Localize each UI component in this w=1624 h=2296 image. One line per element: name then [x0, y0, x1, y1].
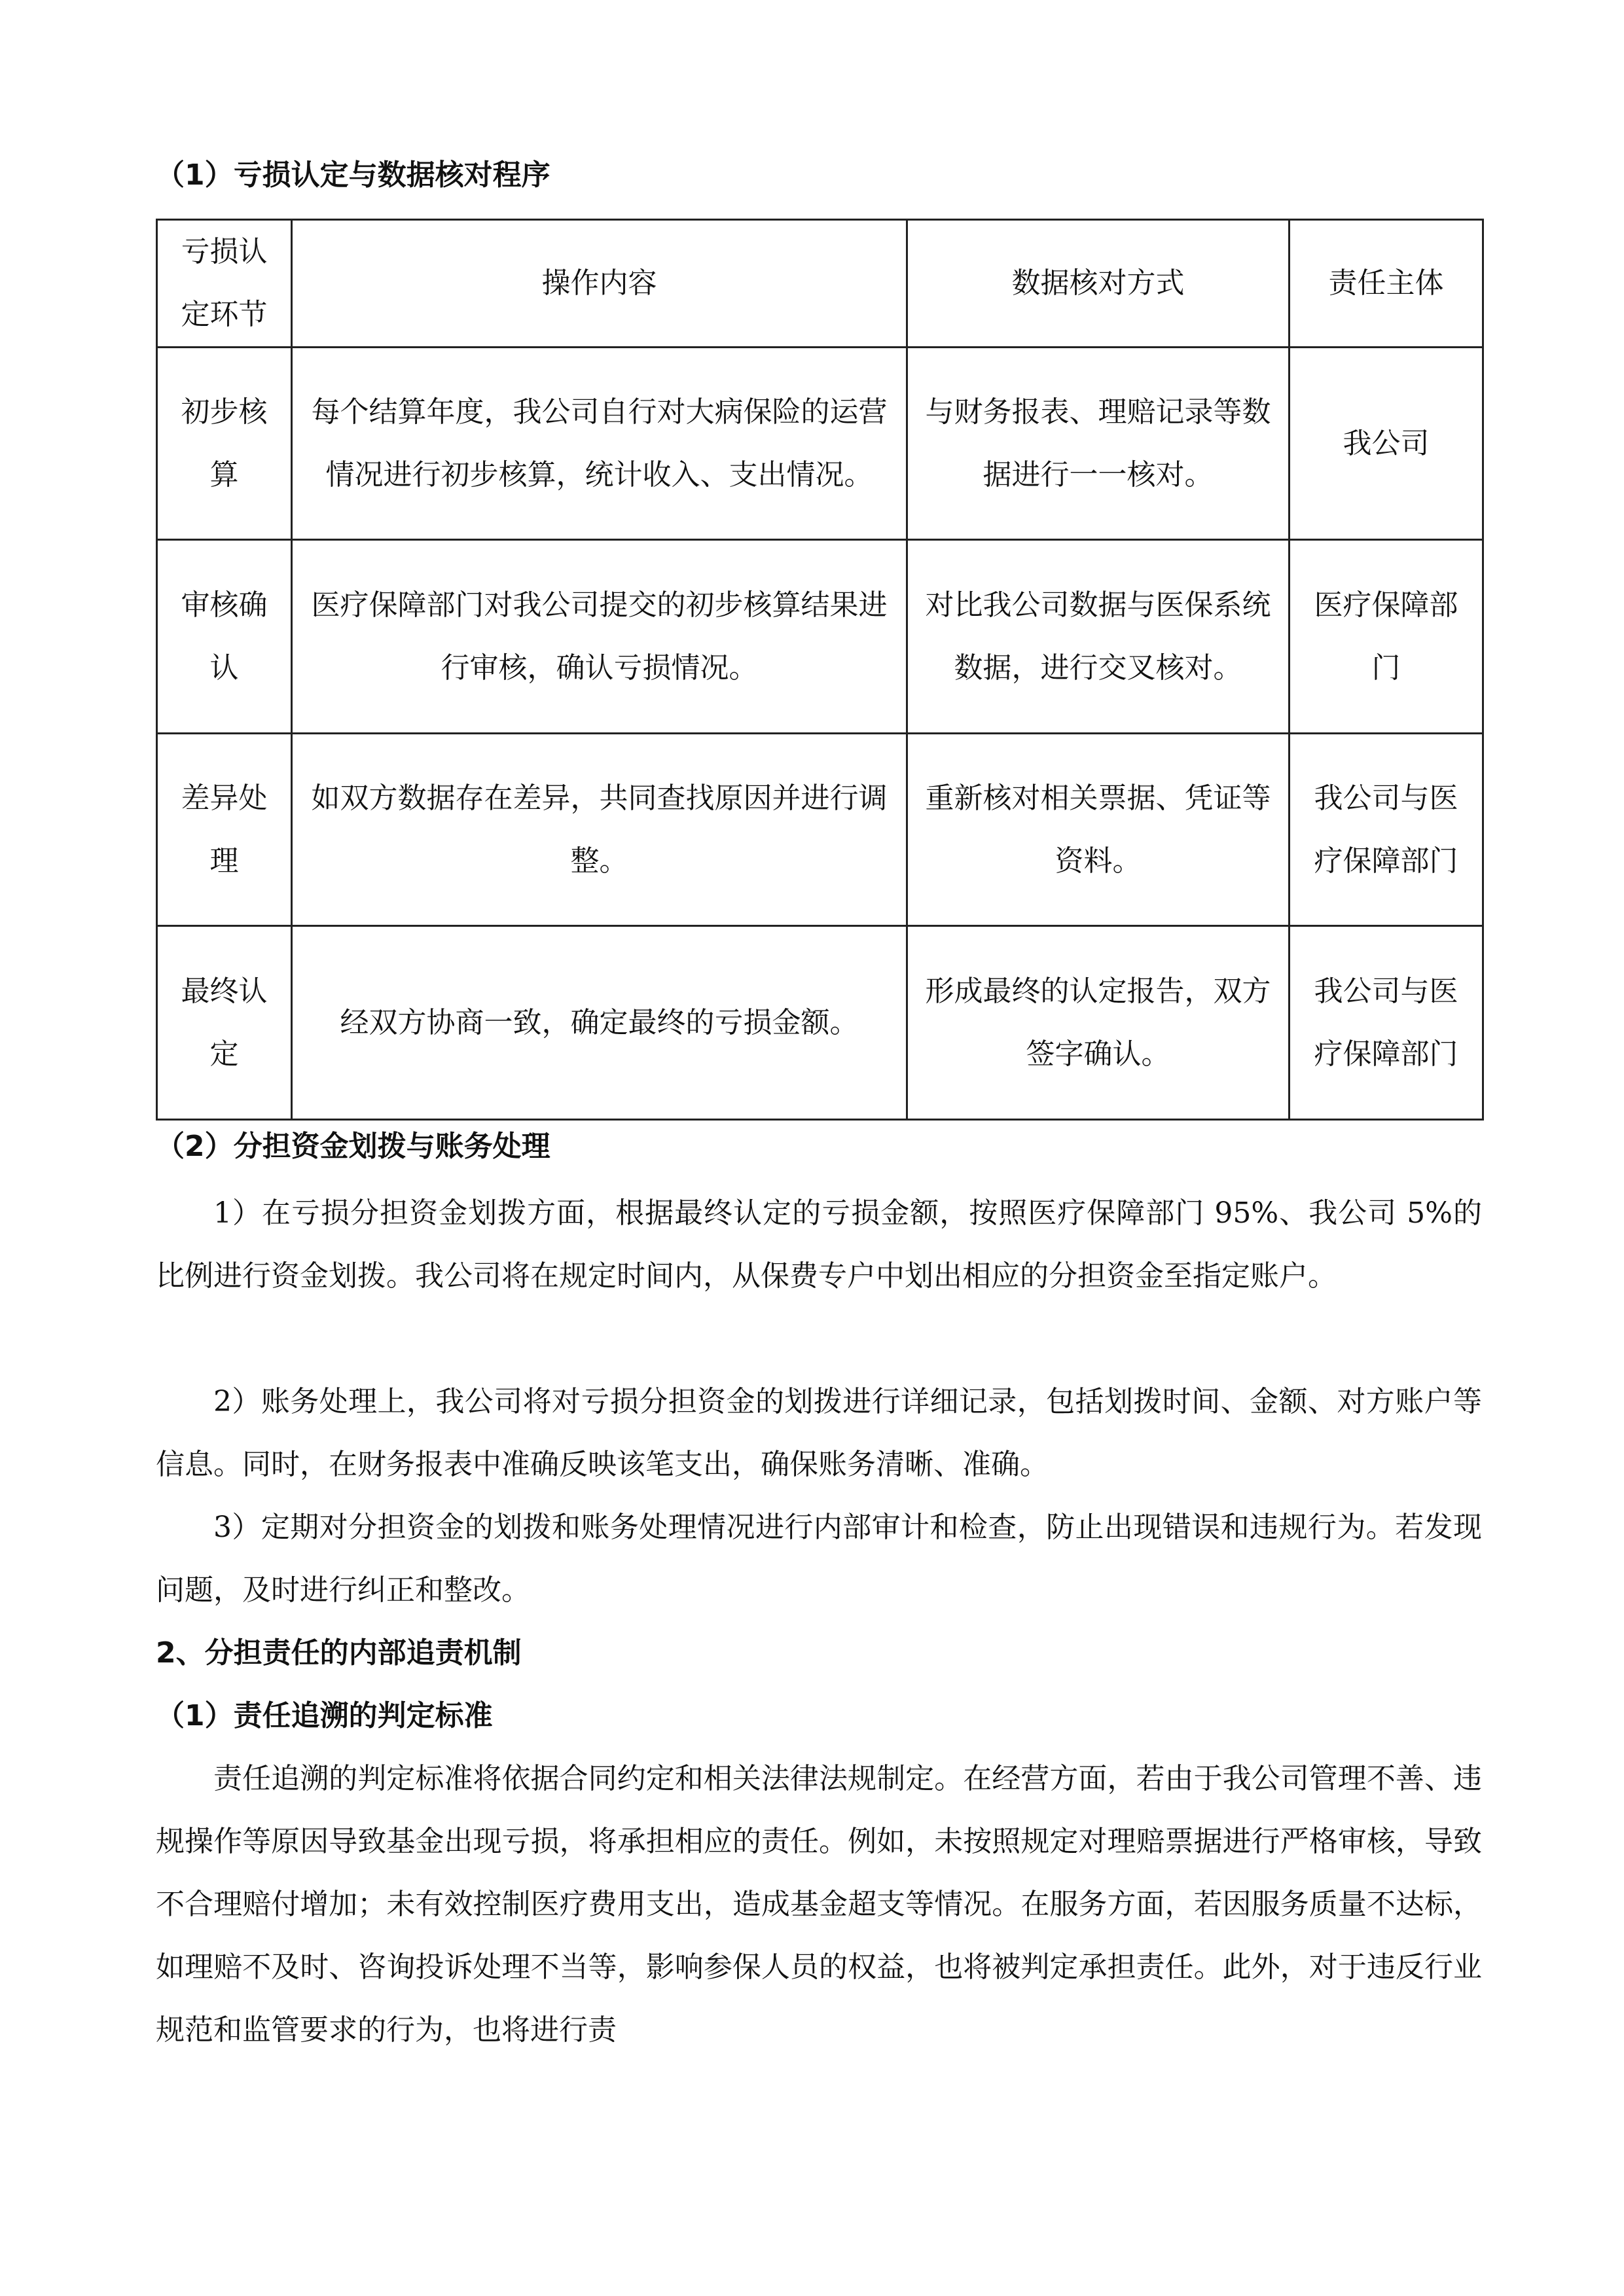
heading-internal-accountability: 2、分担责任的内部追责机制	[156, 1636, 522, 1670]
table-cell-operation: 医疗保障部门对我公司提交的初步核算结果进行审核，确认亏损情况。	[292, 540, 907, 734]
table-header-cell: 亏损认定环节	[157, 220, 292, 348]
paragraph-audit: 3）定期对分担资金的划拨和账务处理情况进行内部审计和检查，防止出现错误和违规行为。若发现问题，及时进行纠正和整改。	[156, 1511, 1482, 1607]
table-cell-verification: 与财务报表、理赔记录等数据进行一一核对。	[907, 348, 1290, 540]
table-cell-verification: 形成最终的认定报告，双方签字确认。	[907, 926, 1290, 1120]
table-header-cell: 操作内容	[292, 220, 907, 348]
paragraph-accounting: 2）账务处理上，我公司将对亏损分担资金的划拨进行详细记录，包括划拨时间、金额、对方账户等信息。同时，在财务报表中准确反映该笔支出，确保账务清晰、准确。	[156, 1385, 1482, 1481]
table-cell-operation: 经双方协商一致，确定最终的亏损金额。	[292, 926, 907, 1120]
section-title-loss-procedure: （1）亏损认定与数据核对程序	[156, 158, 550, 192]
table-row	[157, 734, 1483, 926]
loss-procedure-table	[156, 219, 1484, 1121]
table-cell-verification: 重新核对相关票据、凭证等资料。	[907, 734, 1290, 926]
table-cell-responsible: 我公司与医疗保障部门	[1290, 734, 1483, 926]
table-row	[157, 926, 1483, 1120]
table-cell-operation: 如双方数据存在差异，共同查找原因并进行调整。	[292, 734, 907, 926]
section-title-responsibility-criteria: （1）责任追溯的判定标准	[156, 1699, 493, 1732]
table-header-cell: 数据核对方式	[907, 220, 1290, 348]
table-cell-responsible: 我公司	[1290, 348, 1483, 540]
table-cell-stage: 审核确认	[157, 540, 292, 734]
table-cell-verification: 对比我公司数据与医保系统数据，进行交叉核对。	[907, 540, 1290, 734]
table-cell-responsible: 医疗保障部门	[1290, 540, 1483, 734]
table-header-cell: 责任主体	[1290, 220, 1483, 348]
section-title-fund-transfer: （2）分担资金划拨与账务处理	[156, 1130, 550, 1163]
table-row	[157, 348, 1483, 540]
table-cell-operation: 每个结算年度，我公司自行对大病保险的运营情况进行初步核算，统计收入、支出情况。	[292, 348, 907, 540]
table-row	[157, 540, 1483, 734]
table-cell-stage: 初步核算	[157, 348, 292, 540]
table-cell-stage: 差异处理	[157, 734, 292, 926]
paragraph-fund-transfer: 1）在亏损分担资金划拨方面，根据最终认定的亏损金额，按照医疗保障部门 95%、我公司 5%的比例进行资金划拨。我公司将在规定时间内，从保费专户中划出相应的分担资金至指定账户。	[156, 1196, 1482, 1293]
table-cell-stage: 最终认定	[157, 926, 292, 1120]
table-cell-responsible: 我公司与医疗保障部门	[1290, 926, 1483, 1120]
table-header-row	[157, 220, 1483, 348]
paragraph-responsibility-criteria: 责任追溯的判定标准将依据合同约定和相关法律法规制定。在经营方面，若由于我公司管理不善、违规操作等原因导致基金出现亏损，将承担相应的责任。例如，未按照规定对理赔票据进行严格审核，导致不合理赔付增加；未有效控制医疗费用支出，造成基金超支等情况。在服务方面，若因服务质量不达标，如理赔不及时、咨询投诉处理不当等，影响参保人员的权益，也将被判定承担责任。此外，对于违反行业规范和监管要求的行为，也将进行责	[156, 1762, 1482, 2047]
